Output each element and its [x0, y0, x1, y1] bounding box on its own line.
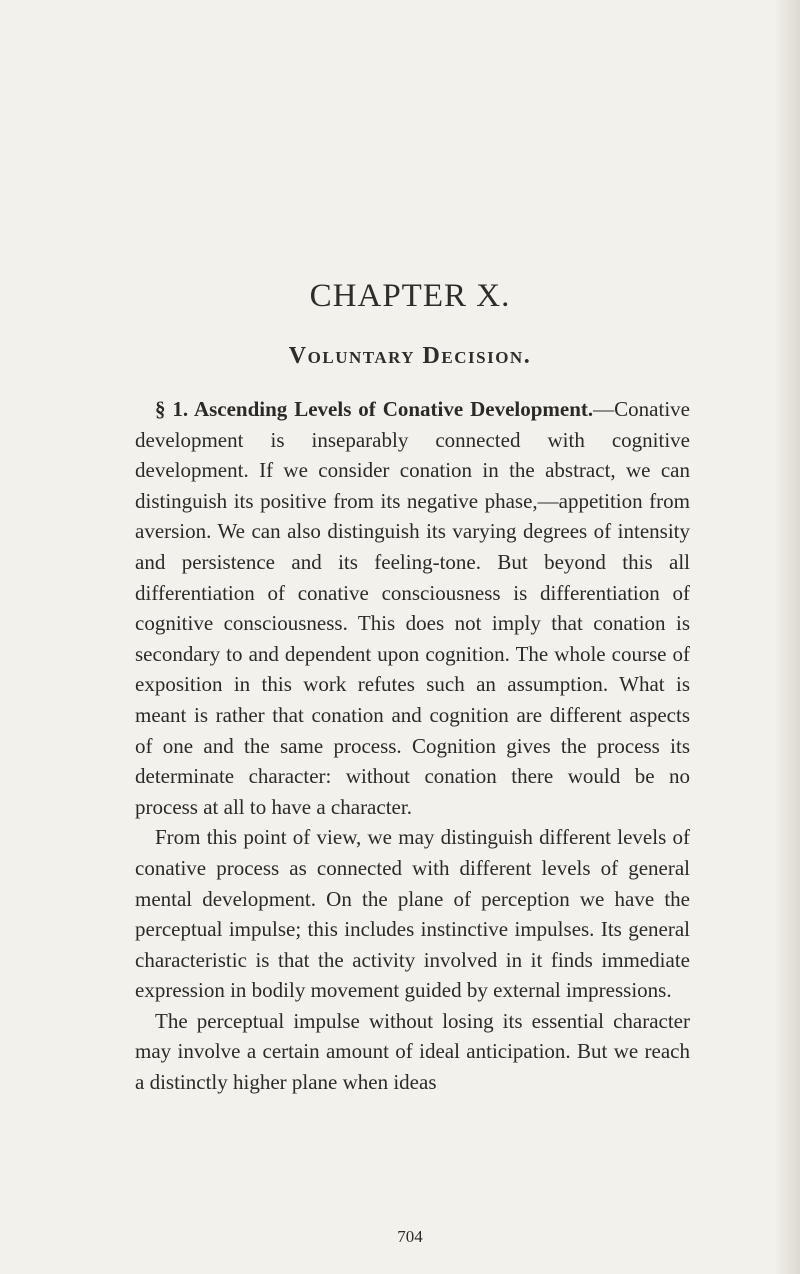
paragraph-2: From this point of view, we may distinguish different levels of conative process as connected with different levels of general mental development. On the plane of perception we have the perceptual impulse; this includes instinctive impulses. Its general characteristic is that the activity involved in it finds immediate expression in bodily movement guided by external impressions. — [135, 825, 690, 1003]
section-title: Ascending Levels of Conative Development. — [193, 397, 594, 421]
section-heading — [155, 397, 593, 421]
section-marker: § 1. — [155, 397, 189, 421]
page-edge-shadow — [774, 0, 800, 1274]
body-text — [135, 394, 690, 1098]
chapter-heading: CHAPTER X. — [309, 278, 511, 314]
page-number: 704 — [397, 1227, 423, 1246]
paragraph-3: The perceptual impulse without losing its essential character may involve a certain amount of ideal anticipation. But we reach a distinctly higher plane when ideas — [135, 1008, 690, 1095]
paragraph-1 — [135, 394, 690, 822]
paragraph-1-text: Conative development is inseparably connected with cognitive development. If we consider conation in the abstract, we can distinguish its positive from its negative phase,—appetition from aversion. We can also distinguish its varying degrees of intensity and persistence and its feeling-tone. But beyond this all differentiation of conative consciousness is differentiation of cognitive consciousness. This does not imply that conation is secondary to and dependent upon cognition. The whole course of exposition in this work refutes such an assumption. What is meant is rather that conation and cognition are different aspects of one and the same process. Cognition gives the process its determinate character: without conation there would be no process at all to have a character. — [135, 397, 690, 819]
section-dash: — — [593, 397, 615, 421]
chapter-title: Voluntary Decision. — [288, 343, 532, 369]
